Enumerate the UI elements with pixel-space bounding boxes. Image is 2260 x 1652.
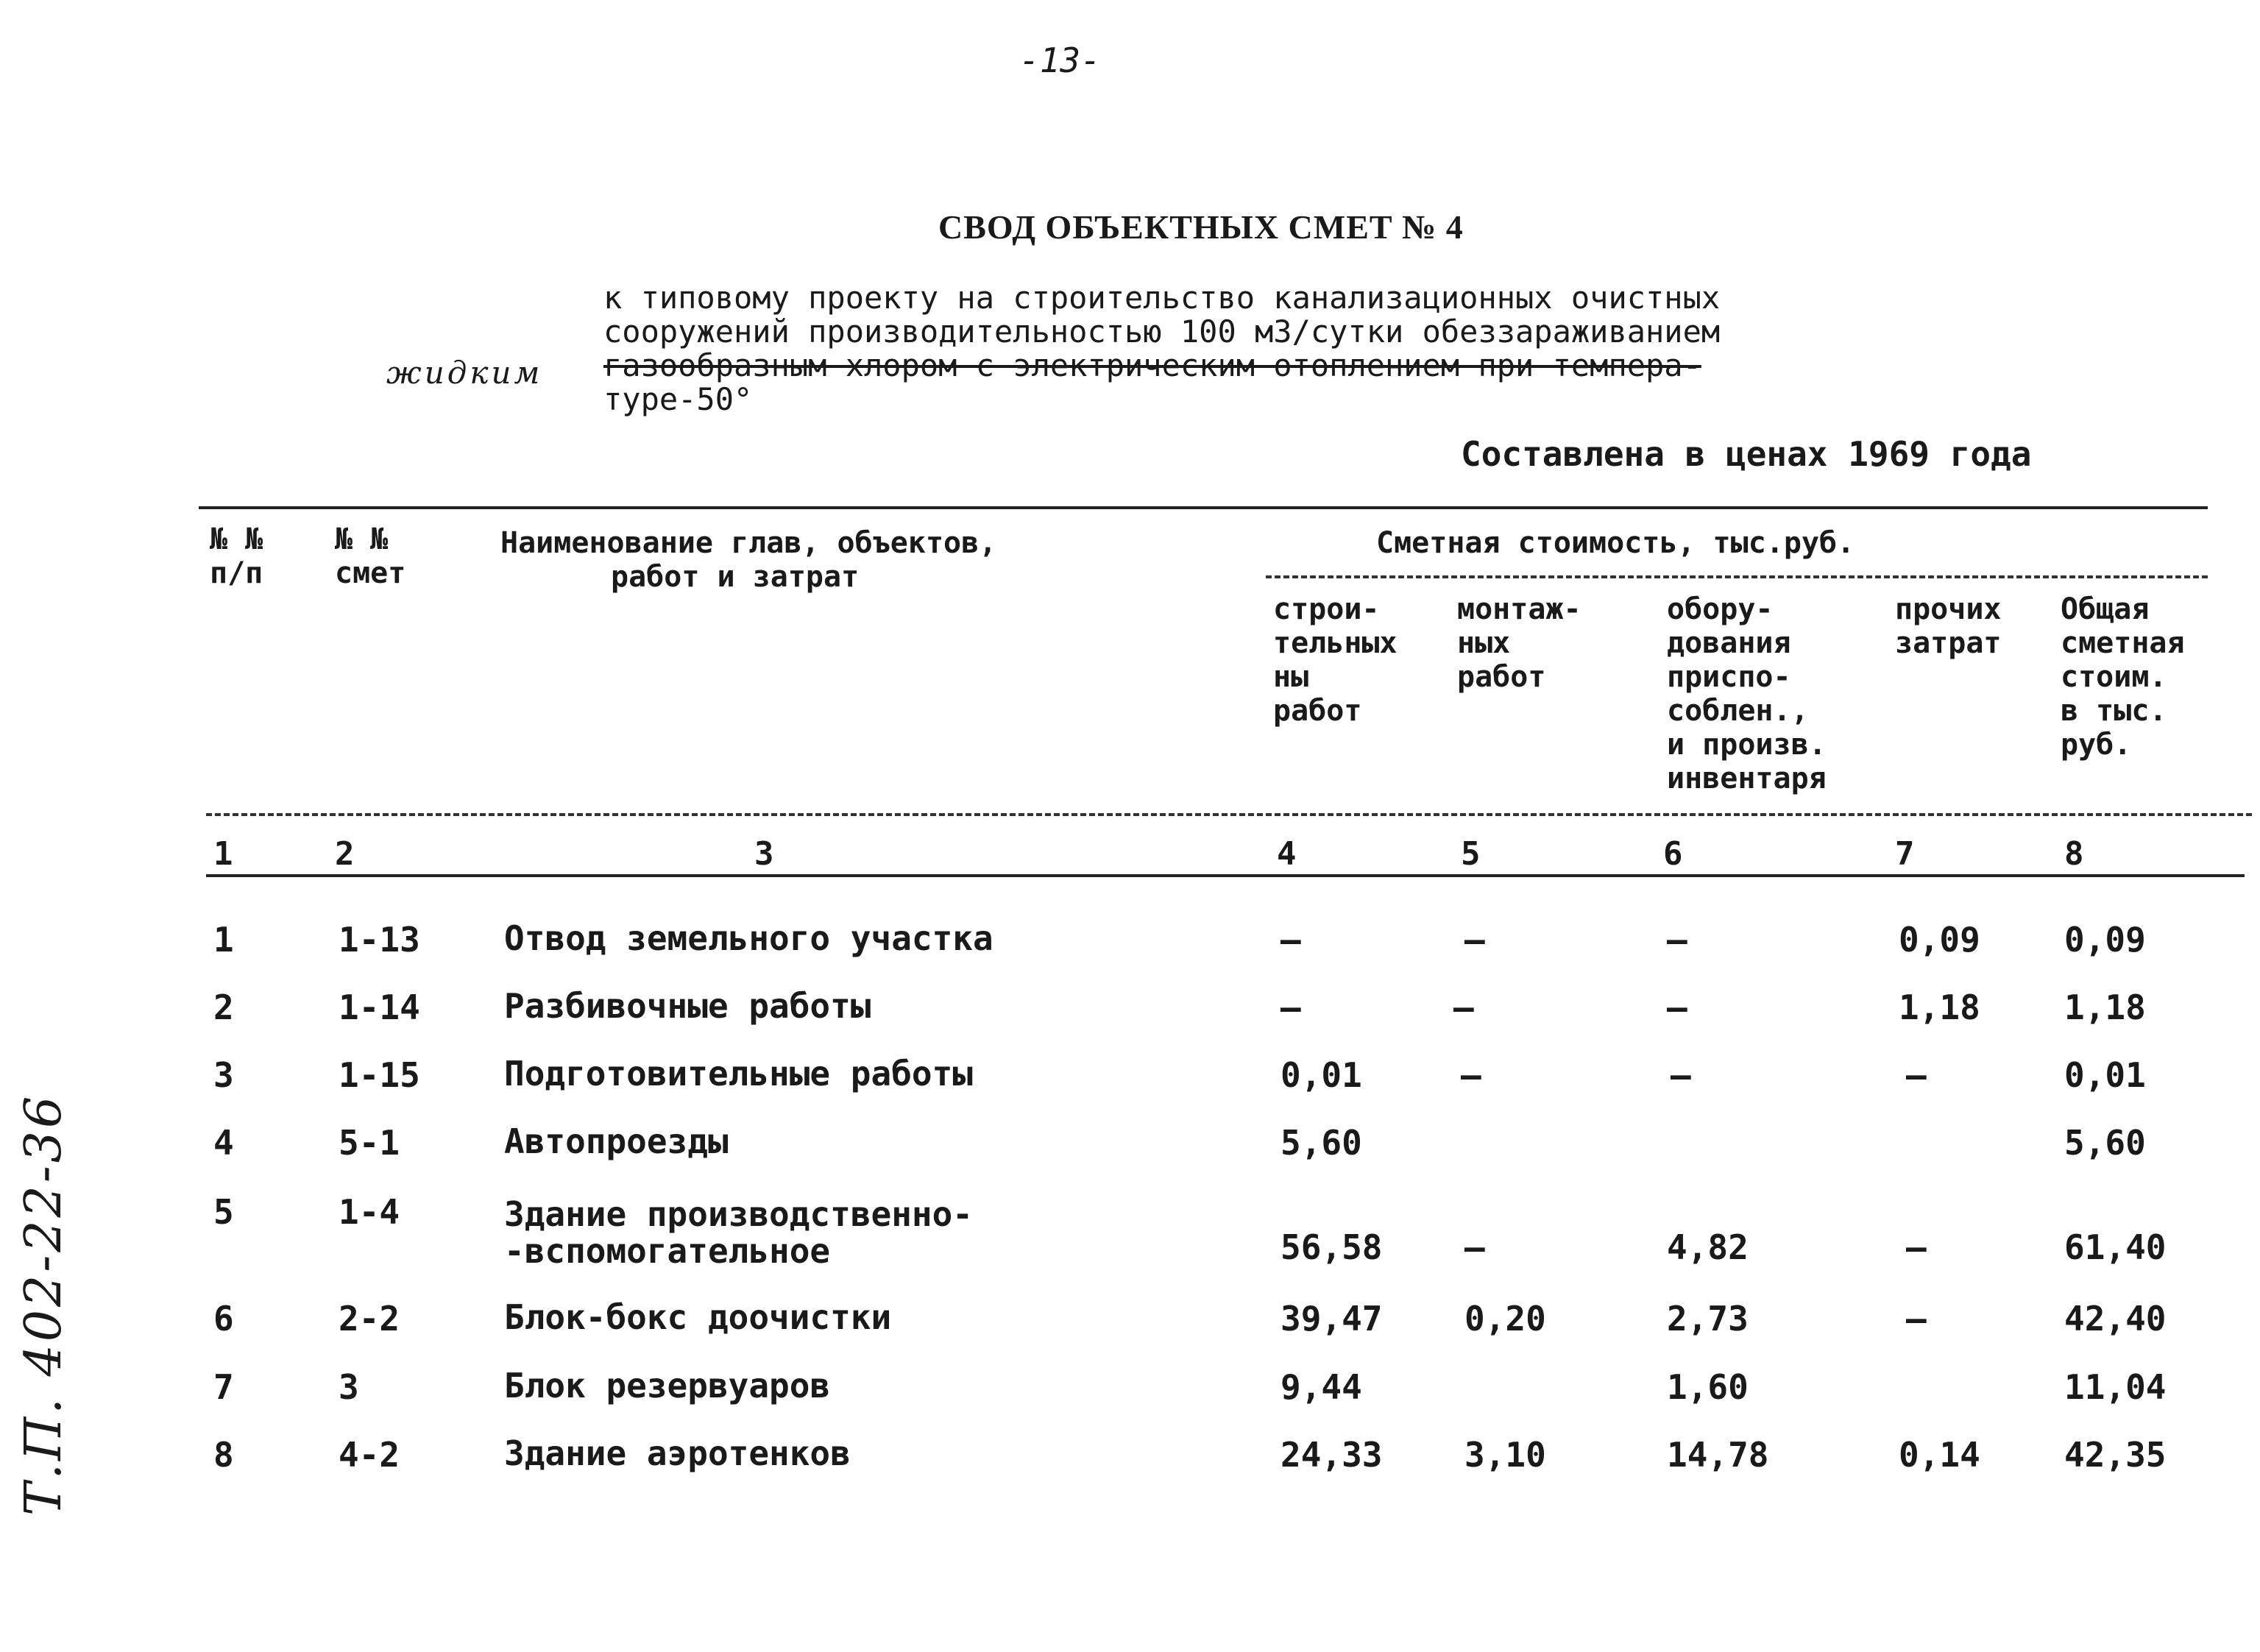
column-number: 2	[335, 835, 355, 873]
cell-smeta-number: 5-1	[339, 1123, 400, 1163]
cell-total: 1,18	[2064, 988, 2146, 1027]
header-text: тельных	[1273, 626, 1398, 660]
prices-note: Составлена в ценах 1969 года	[1461, 434, 2032, 474]
header-text: соблен.,	[1667, 694, 1809, 728]
header-text: п/п	[210, 556, 263, 590]
cell-name: Разбивочные работы	[504, 986, 871, 1026]
header-text: руб.	[2061, 728, 2132, 762]
header-text: инвентаря	[1667, 762, 1827, 795]
cell-installation: –	[1461, 1055, 1481, 1095]
cell-row-number: 1	[213, 920, 234, 960]
cell-total: 42,35	[2064, 1435, 2167, 1475]
cell-other: –	[1906, 1299, 1927, 1339]
subtitle-line: к типовому проекту на строительство канализационных очистных	[603, 280, 1721, 316]
group-header-rule	[1266, 575, 2208, 578]
cell-installation: 0,20	[1464, 1299, 1546, 1339]
header-text: Наименование глав, объектов,	[500, 526, 997, 560]
column-number: 4	[1277, 835, 1297, 873]
side-project-code: Т.П. 402-22-36	[15, 1093, 73, 1516]
cell-equipment: –	[1667, 920, 1687, 960]
cell-other: –	[1906, 1227, 1927, 1267]
cell-construction: 56,58	[1280, 1227, 1383, 1267]
cell-smeta-number: 1-4	[339, 1192, 400, 1232]
header-col1	[210, 522, 263, 590]
cell-equipment: 14,78	[1667, 1435, 1769, 1475]
cell-name: Блок резервуаров	[504, 1366, 831, 1405]
document-subtitle	[603, 281, 1869, 416]
header-bottom-rule	[206, 813, 2252, 816]
header-text: стоим.	[2061, 660, 2167, 694]
cell-smeta-number: 4-2	[339, 1435, 400, 1475]
subtitle-line: сооружений производительностью 100 м3/сутки обеззараживанием	[603, 313, 1721, 350]
cell-row-number: 6	[213, 1299, 234, 1339]
cell-construction: 9,44	[1280, 1367, 1362, 1407]
subtitle-line: туре-50°	[603, 381, 753, 417]
cell-name: Отвод земельного участка	[504, 918, 993, 958]
cell-smeta-number: 2-2	[339, 1299, 400, 1339]
page-number: -13-	[1019, 40, 1101, 80]
cell-row-number: 4	[213, 1123, 234, 1163]
header-text: дования	[1667, 626, 1791, 660]
cell-smeta-number: 1-14	[339, 988, 420, 1027]
header-text: Общая	[2061, 592, 2150, 626]
subtitle-line: газообразным хлором с электрическим отоплением при темпера-	[603, 347, 1701, 383]
cell-total: 5,60	[2064, 1123, 2146, 1163]
header-text: № №	[335, 522, 389, 556]
header-col4	[1273, 592, 1398, 728]
column-number: 8	[2064, 835, 2084, 873]
cell-construction: 0,01	[1280, 1055, 1362, 1095]
column-numbers-rule	[206, 874, 2245, 877]
header-text: смет	[335, 556, 406, 590]
cell-installation: –	[1453, 988, 1474, 1027]
column-number: 6	[1663, 835, 1683, 873]
column-number: 1	[213, 835, 233, 873]
header-text: ных	[1457, 626, 1511, 660]
cell-other: 0,09	[1899, 920, 1980, 960]
header-col3	[500, 526, 996, 594]
header-text: Сметная стоимость, тыс.руб.	[1376, 526, 1855, 560]
cell-row-number: 8	[213, 1435, 234, 1475]
cell-equipment: 2,73	[1667, 1299, 1749, 1339]
header-text: обору-	[1667, 592, 1774, 626]
cell-construction: –	[1280, 920, 1301, 960]
cell-construction: –	[1280, 988, 1301, 1027]
handwritten-note: жидким	[386, 355, 543, 391]
header-text: работ	[1273, 694, 1362, 728]
header-text: и произв.	[1667, 728, 1827, 762]
cell-name: Автопроезды	[504, 1121, 729, 1161]
cell-other: –	[1906, 1055, 1927, 1095]
cell-row-number: 3	[213, 1055, 234, 1095]
header-col8	[2061, 592, 2185, 762]
cell-smeta-number: 1-15	[339, 1055, 420, 1095]
cell-name: Здание аэротенков	[504, 1433, 851, 1473]
cell-construction: 24,33	[1280, 1435, 1383, 1475]
cell-smeta-number: 3	[339, 1367, 359, 1407]
header-text: сметная	[2061, 626, 2185, 660]
header-text: приспо-	[1667, 660, 1791, 694]
header-text: работ и затрат	[611, 560, 860, 594]
header-text: монтаж-	[1457, 592, 1581, 626]
table-top-rule	[199, 506, 2208, 509]
cell-installation: –	[1464, 920, 1485, 960]
cell-total: 61,40	[2064, 1227, 2167, 1267]
header-col5	[1457, 592, 1581, 694]
cell-name	[504, 1196, 973, 1269]
cell-total: 11,04	[2064, 1367, 2167, 1407]
cell-equipment: 4,82	[1667, 1227, 1749, 1267]
cell-installation: –	[1464, 1227, 1485, 1267]
cell-equipment: 1,60	[1667, 1367, 1749, 1407]
cell-equipment: –	[1671, 1055, 1691, 1095]
cell-name-line: Здание производственно-	[504, 1194, 973, 1234]
cell-total: 0,01	[2064, 1055, 2146, 1095]
cell-other: 0,14	[1899, 1435, 1980, 1475]
cell-row-number: 5	[213, 1192, 234, 1232]
header-text: строи-	[1273, 592, 1380, 626]
header-col2	[335, 522, 405, 590]
header-group	[1376, 526, 1855, 560]
cell-construction: 5,60	[1280, 1123, 1362, 1163]
cell-smeta-number: 1-13	[339, 920, 420, 960]
document-title: СВОД ОБЪЕКТНЫХ СМЕТ № 4	[938, 208, 1464, 246]
column-number: 3	[754, 835, 774, 873]
cell-total: 42,40	[2064, 1299, 2167, 1339]
column-number: 7	[1895, 835, 1915, 873]
header-text: № №	[210, 522, 263, 556]
cell-other: 1,18	[1899, 988, 1980, 1027]
header-text: работ	[1457, 660, 1546, 694]
cell-row-number: 7	[213, 1367, 234, 1407]
header-text: прочих	[1895, 592, 2002, 626]
cell-construction: 39,47	[1280, 1299, 1383, 1339]
header-text: затрат	[1895, 626, 2002, 660]
cell-row-number: 2	[213, 988, 234, 1027]
header-text: ны	[1273, 660, 1309, 694]
column-number: 5	[1461, 835, 1481, 873]
cell-name: Подготовительные работы	[504, 1054, 973, 1093]
header-col7	[1895, 592, 2002, 660]
cell-total: 0,09	[2064, 920, 2146, 960]
header-col6	[1667, 592, 1827, 795]
cell-name: Блок-бокс доочистки	[504, 1297, 892, 1337]
cell-name-line: -вспомогательное	[504, 1231, 831, 1271]
header-text: в тыс.	[2061, 694, 2167, 728]
cell-equipment: –	[1667, 988, 1687, 1027]
cell-installation: 3,10	[1464, 1435, 1546, 1475]
